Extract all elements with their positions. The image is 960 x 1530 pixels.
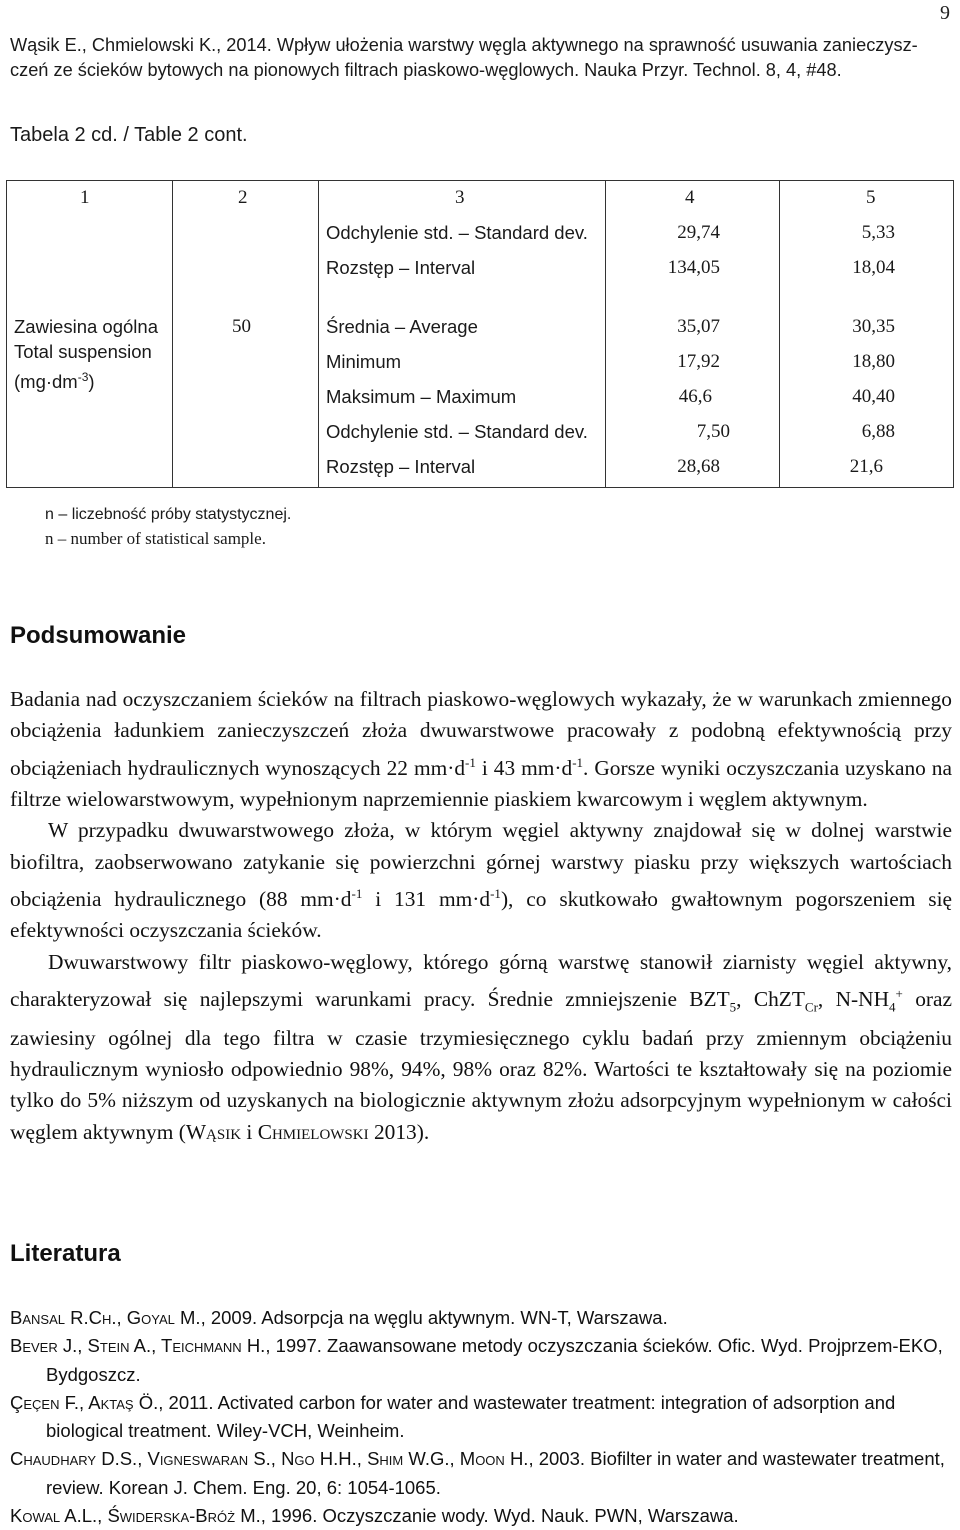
col-divider-4 [779,180,780,488]
col-number-3: 3 [455,187,465,208]
reference-item: Chaudhary D.S., Vigneswaran S., Ngo H.H., Shim W.G., Moon H., 2003. Biofilter in water and wastewater treatment, review. Korean J. Chem. Eng. 20, 6: 1054-1065. [10,1448,945,1498]
citation-line-1: Wąsik E., Chmielowski K., 2014. Wpływ ułożenia warstwy węgla aktywnego na sprawność usuwania zanieczysz- [10,35,918,55]
reference-list [10,1304,952,1530]
stat-label: Rozstęp – Interval [326,257,476,278]
col-number-5: 5 [866,187,876,208]
summary-paragraph-2: W przypadku dwuwarstwowego złoża, w którym węgiel aktywny znajdował się w dolnej warstwie biofiltra, zaobserwowano zatykanie się powierzchni górnej warstwy piasku przy większych wartościach obciążenia hydraulicznego (88 $mm\cdot d^{-1}$ i 131 $mm\cdot d^{-1}$), co skutkowało gwałtownym pogorszeniem się efektywności oczyszczania ścieków. [10,818,953,943]
value-col5: 18,80 [852,351,895,372]
parameter-name-pl: Zawiesina ogólna [14,316,158,337]
col-divider-3 [605,180,606,488]
table-top-border [6,180,954,181]
reference-item: Bansal R.Ch., Goyal M., 2009. Adsorpcja na węglu aktywnym. WN-T, Warszawa. [10,1307,668,1328]
stat-label: Odchylenie std. – Standard dev. [326,222,588,243]
value-col5: 30,35 [852,316,895,337]
stat-label: Rozstęp – Interval [326,456,476,477]
value-col5: 21,6 [849,456,883,477]
col-number-4: 4 [685,187,695,208]
col-number-1: 1 [80,187,90,208]
table-bottom-border [6,487,954,488]
reference-item: Çeçen F., Aktaş Ö., 2011. Activated carbon for water and wastewater treatment: integration of adsorption and biological treatment. Wiley-VCH, Weinheim. [10,1391,896,1442]
table-note-en: n – number of statistical sample. [45,529,266,548]
reference-item: Bever J., Stein A., Teichmann H., 1997. Zaawansowane metody oczyszczania ścieków. Ofic. Wyd. Projprzem-EKO, Bydgoszcz. [10,1335,943,1385]
summary-body [10,684,952,1148]
value-col5: 5,33 [861,222,895,243]
value-col4: 35,07 [677,316,720,337]
value-col4: 29,74 [677,222,720,243]
col-number-2: 2 [238,187,248,208]
section-heading-literature: Literatura [10,1240,121,1267]
table-caption: Tabela 2 cd. / Table 2 cont. [10,124,248,146]
parameter-unit: $(mg\cdot dm^{-3})$ [14,370,95,393]
col-divider-2 [318,180,319,488]
reference-item: Kowal A.L., Świderska-Bróż M., 1996. Oczyszczanie wody. Wyd. Nauk. PWN, Warszawa. [10,1505,739,1527]
section-heading-summary: Podsumowanie [10,622,187,649]
page-number: 9 [940,2,950,24]
value-col4: 7,50 [696,421,730,442]
stat-label: Maksimum – Maximum [326,386,517,407]
value-col4: 134,05 [667,257,720,278]
table-right-border [953,180,954,488]
stat-label: Minimum [326,351,402,372]
summary-paragraph-1: Badania nad oczyszczaniem ścieków na filtrach piaskowo-węglowych wykazały, że w warunkach zmiennego obciążenia ładunkiem zanieczyszczeń złoża dwuwarstwowe pracowały z podobną efektywnością przy obciążeniach hydraulicznych wynoszących 22 $mm\cdot d^{-1}$ i 43 $mm\cdot d^{-1}$. Gorsze wyniki oczyszczania uzyskano na filtrze wielowarstwowym, wypełnionym naprzemiennie piaskiem kwarcowym i węglem aktywnym. [10,687,952,812]
value-col5: 18,04 [852,257,895,278]
citation-line-2: czeń ze ścieków bytowych na pionowych filtrach piaskowo-węglowych. Nauka Przyr. Technol. 8, 4, #48. [10,60,842,80]
value-col4: 17,92 [677,351,720,372]
value-col5: 6,88 [861,421,895,442]
parameter-name-en: Total suspension [14,341,152,362]
stat-label: Odchylenie std. – Standard dev. [326,421,588,442]
value-col4: 28,68 [677,456,720,477]
value-col4: 46,6 [678,386,712,407]
table-note-pl: n – liczebność próby statystycznej. [45,506,292,523]
col-divider-1 [172,180,173,488]
summary-paragraph-3: Dwuwarstwowy filtr piaskowo-węglowy, którego górną warstwę stanowił ziarnisty węgiel aktywny, charakteryzował się najlepszymi warunkami pracy. Średnie zmniejszenie $BZT_5$, ChZT$_{Cr}$, $N-NH_4^+$ oraz zawiesiny ogólnej dla tego filtra w czasie trzymiesięcznego cyklu badań przy zmiennym obciążeniu hydraulicznym wyniosło odpowiednio 98%, 94%, 98% oraz 82%. Wartości te kształtowały się na poziomie tylko do 5% niższym od uzyskanych na biologicznie aktywnym złożu adsorpcyjnym wypełnionym w całości węglem aktywnym (Wąsik i Chmielowski 2013). [10,949,953,1144]
stat-label: Średnia – Average [326,316,478,337]
table-left-border [6,180,7,488]
value-col5: 40,40 [852,386,895,407]
sample-count: 50 [232,316,251,337]
